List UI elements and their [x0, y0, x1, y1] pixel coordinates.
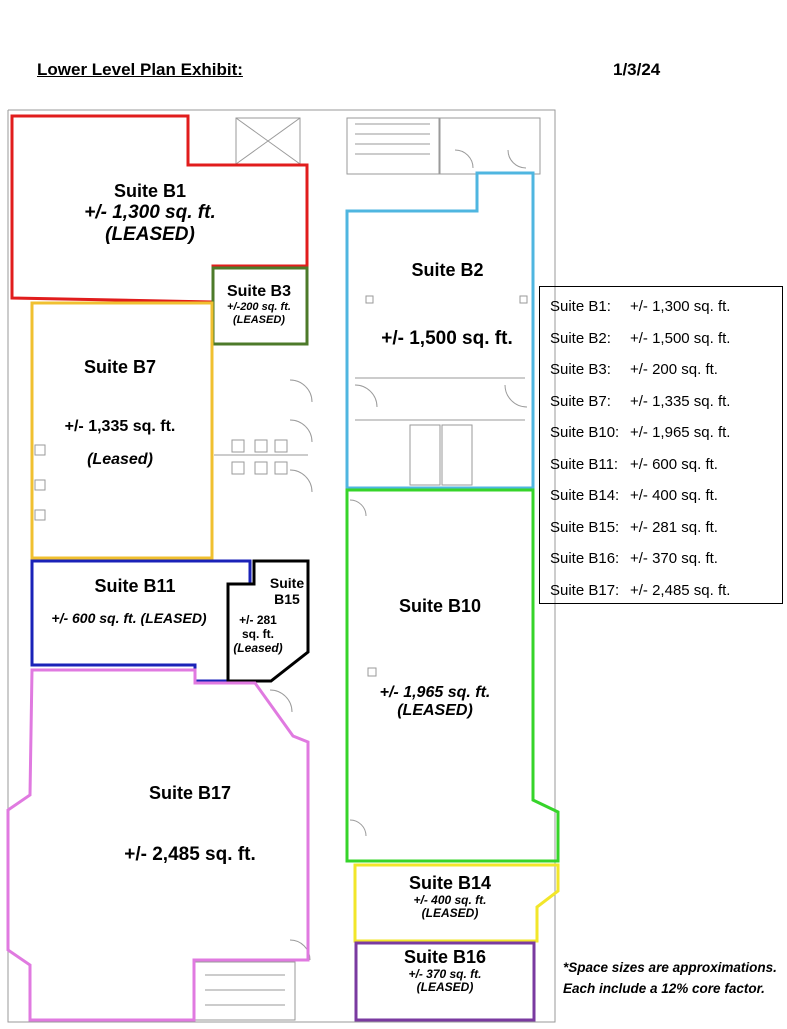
legend-area: +/- 1,500 sq. ft. [630, 329, 731, 347]
legend-area: +/- 281 sq. ft. [630, 518, 718, 536]
suite-b14-name: Suite B14 [408, 873, 492, 893]
footnote [563, 957, 777, 999]
suite-b10-status: (LEASED) [397, 702, 473, 720]
suite-b14-status: (LEASED) [421, 906, 479, 921]
legend-area: +/- 1,335 sq. ft. [630, 392, 731, 410]
suite-b11-area: +/- 600 sq. ft. (LEASED) [51, 610, 207, 626]
legend-area: +/- 200 sq. ft. [630, 361, 718, 379]
legend-row [550, 323, 782, 355]
suite-b10-name: Suite B10 [398, 596, 482, 616]
suite-b17-name: Suite B17 [148, 783, 232, 803]
suite-b15-label [250, 575, 324, 607]
legend-suite: Suite B3: [550, 361, 611, 379]
suite-b15-unit: sq. ft. [242, 626, 274, 641]
suite-b7-label [45, 357, 195, 378]
suite-b15-name-1: Suite [269, 575, 305, 591]
suite-b15-area-block [228, 614, 288, 655]
plan-title: Lower Level Plan Exhibit: [37, 60, 243, 79]
legend-suite: Suite B16: [550, 550, 620, 568]
legend-row [550, 543, 782, 575]
suite-b15-name-2: B15 [274, 591, 300, 608]
legend-area: +/- 370 sq. ft. [630, 550, 718, 568]
suite-b16-status: (LEASED) [416, 980, 474, 995]
legend-row [550, 575, 782, 607]
legend-suite: Suite B15: [550, 518, 620, 536]
legend-area: +/- 2,485 sq. ft. [630, 581, 731, 599]
suite-b17-area: +/- 2,485 sq. ft. [124, 844, 256, 865]
suite-b3-name: Suite B3 [226, 283, 291, 300]
legend-suite: Suite B1: [550, 298, 611, 316]
suite-b16-area: +/- 370 sq. ft. [408, 966, 482, 981]
legend-suite: Suite B7: [550, 392, 611, 410]
suite-b2-name: Suite B2 [411, 260, 484, 280]
suite-b10-area-block [355, 684, 515, 721]
legend-area: +/- 400 sq. ft. [630, 487, 718, 505]
legend-area: +/- 1,300 sq. ft. [630, 298, 731, 316]
legend-area: +/- 1,965 sq. ft. [630, 424, 731, 442]
legend-row [550, 386, 782, 418]
suite-b16-label [360, 947, 530, 995]
legend-row [550, 354, 782, 386]
suite-b15-area: +/- 281 [239, 613, 277, 627]
suite-b3-status: (LEASED) [233, 314, 285, 327]
legend-suite: Suite B10: [550, 424, 620, 442]
suite-b10-area: +/- 1,965 sq. ft. [379, 684, 491, 701]
suite-b10-label [360, 596, 520, 617]
suite-b16-name: Suite B16 [403, 947, 487, 967]
suite-b7-name: Suite B7 [83, 357, 157, 377]
footnote-line-2: Each include a 12% core factor. [563, 981, 765, 996]
suite-b1-status: (LEASED) [105, 223, 195, 245]
legend-area: +/- 600 sq. ft. [630, 455, 718, 473]
legend-row [550, 417, 782, 449]
suite-b3-area: +/-200 sq. ft. [227, 301, 291, 314]
suite-b14-label [370, 873, 530, 921]
suite-b1-area: +/- 1,300 sq. ft. [84, 201, 216, 223]
legend-suite: Suite B11: [550, 455, 619, 473]
legend-row [550, 449, 782, 481]
footnote-line-1: *Space sizes are approximations. [563, 960, 777, 975]
suite-b10-outline[interactable] [347, 490, 558, 861]
suite-b1-label [50, 181, 250, 245]
suite-b7-area: +/- 1,335 sq. ft. [64, 418, 176, 435]
suite-b11-name: Suite B11 [94, 576, 176, 596]
suite-b17-label [100, 783, 280, 804]
legend-suite: Suite B2: [550, 329, 611, 347]
plan-date: 1/3/24 [613, 60, 661, 79]
suite-b7-status: (Leased) [87, 451, 153, 468]
suite-b14-area: +/- 400 sq. ft. [413, 892, 487, 907]
suite-b3-label [213, 283, 305, 327]
legend-suite: Suite B17: [550, 581, 620, 599]
legend-row [550, 480, 782, 512]
area-legend [539, 286, 783, 604]
suite-b15-status: (Leased) [233, 640, 283, 655]
legend-row [550, 512, 782, 544]
legend-suite: Suite B14: [550, 487, 620, 505]
legend-row [550, 291, 782, 323]
suite-b2-label [360, 260, 535, 281]
suite-b2-area: +/- 1,500 sq. ft. [381, 328, 513, 349]
suite-b1-name: Suite B1 [113, 181, 187, 201]
suite-b11-label [60, 576, 210, 597]
